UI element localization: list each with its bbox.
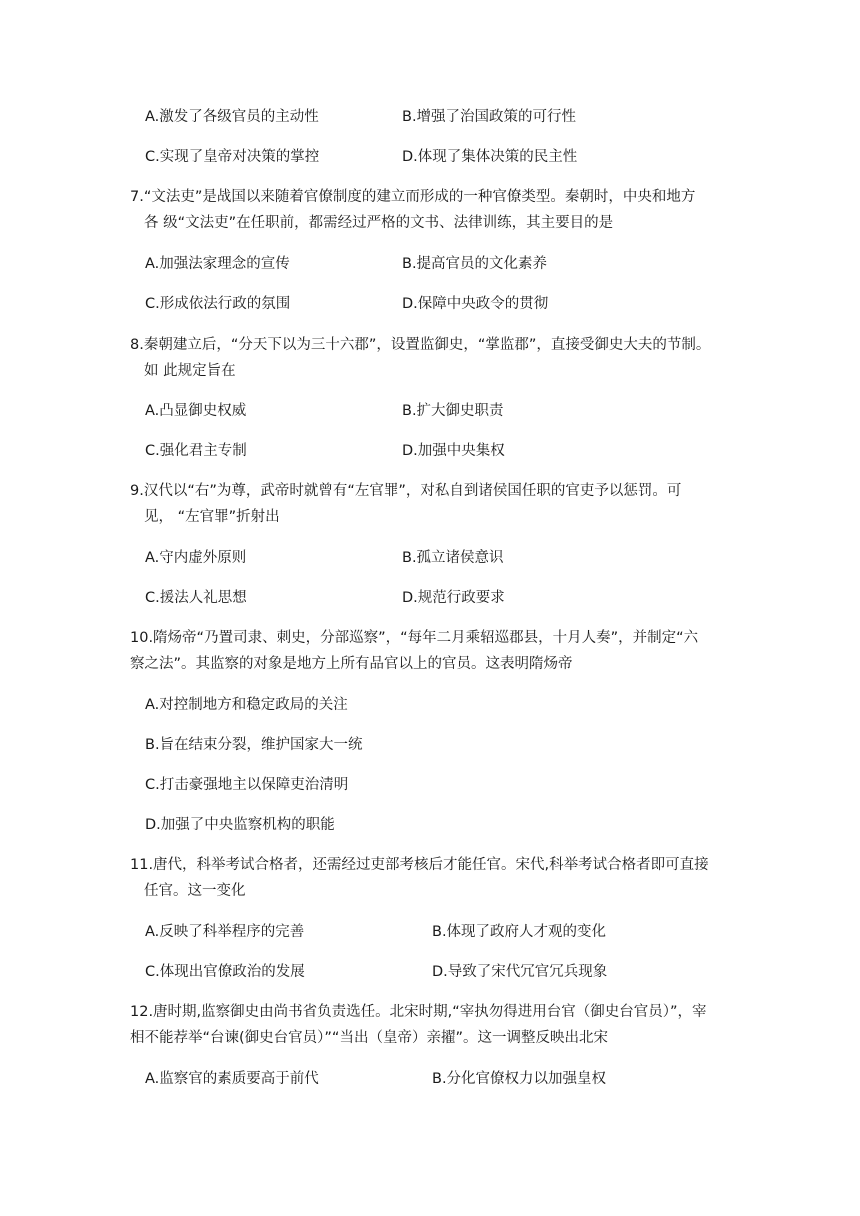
q7-option-a: A.加强法家理念的宣传 [145, 256, 290, 272]
q8-option-d: D.加强中央集权 [402, 443, 505, 459]
q7-option-d: D.保障中央政令的贯彻 [402, 296, 549, 312]
q6-option-a: A.激发了各级官员的主动性 [145, 109, 319, 125]
q11-stem [130, 852, 736, 904]
q9-option-b: B.孤立诸侯意识 [402, 550, 504, 566]
q12-stem [130, 999, 736, 1051]
q11-option-b: B.体现了政府人才观的变化 [432, 924, 607, 940]
q7-stem-line2: 各 级“文法吏”在任职前，都需经过严格的文书、法律训练，其主要目的是 [144, 215, 614, 231]
q9-stem-line2: 见， “左官罪”折射出 [144, 509, 280, 525]
q11-stem-line2: 任官。这一变化 [144, 883, 246, 899]
q10-stem [130, 625, 736, 677]
q8-option-a: A.凸显御史权威 [145, 403, 247, 419]
q10-option-a: A.对控制地方和稳定政局的关注 [145, 697, 348, 713]
q7-stem [130, 184, 736, 236]
q8-stem [130, 332, 736, 384]
q8-option-c: C.强化君主专制 [145, 443, 247, 459]
q7-stem-line1: 7.“文法吏”是战国以来随着官僚制度的建立而形成的一种官僚类型。秦朝时，中央和地方 [130, 189, 696, 205]
q11-stem-line1: 11.唐代，科举考试合格者，还需经过吏部考核后才能任官。宋代,科举考试合格者即可直接 [130, 857, 709, 873]
q7-option-c: C.形成依法行政的氛围 [145, 296, 291, 312]
q12-stem-line1: 12.唐时期,监察御史由尚书省负责选任。北宋时期,“宰执勿得进用台官（御史台官员）”，宰 [130, 1004, 707, 1020]
q9-option-d: D.规范行政要求 [402, 590, 505, 606]
q7-option-b: B.提高官员的文化素养 [402, 256, 548, 272]
q12-stem-line2: 相不能荐举“台谏(御史台官员）”“当出（皇帝）亲擢”。这一调整反映出北宋 [130, 1030, 608, 1046]
q6-option-c: C.实现了皇帝对决策的掌控 [145, 149, 320, 165]
q9-option-c: C.援法人礼思想 [145, 590, 247, 606]
q11-option-d: D.导致了宋代冗官冗兵现象 [432, 964, 608, 980]
q6-option-b: B.增强了治国政策的可行性 [402, 109, 577, 125]
q12-option-b: B.分化官僚权力以加强皇权 [432, 1071, 607, 1087]
q9-stem [130, 478, 736, 530]
q8-stem-line2: 如 此规定旨在 [144, 363, 236, 379]
q10-stem-line2: 察之法”。其监察的对象是地方上所有品官以上的官员。这表明隋炀帝 [130, 656, 573, 672]
q11-option-a: A.反映了科举程序的完善 [145, 924, 305, 940]
q10-option-c: C.打击豪强地主以保障吏治清明 [145, 777, 349, 793]
q8-option-b: B.扩大御史职责 [402, 403, 504, 419]
q10-option-b: B.旨在结束分裂，维护国家大一统 [145, 737, 363, 753]
q9-stem-line1: 9.汉代以“右”为尊，武帝时就曾有“左官罪”，对私自到诸侯国任职的官吏予以惩罚。可 [130, 483, 682, 499]
q9-option-a: A.守内虚外原则 [145, 550, 247, 566]
q10-option-d: D.加强了中央监察机构的职能 [145, 817, 335, 833]
q6-option-d: D.体现了集体决策的民主性 [402, 149, 578, 165]
q8-stem-line1: 8.秦朝建立后，“分天下以为三十六郡”，设置监御史，“掌监郡”，直接受御史大夫的节制。 [130, 337, 711, 353]
q11-option-c: C.体现出官僚政治的发展 [145, 964, 305, 980]
q10-stem-line1: 10.隋炀帝“乃置司隶、刺史，分部巡察”，“每年二月乘轺巡郡县，十月人奏”，并制定“六 [130, 630, 699, 646]
q12-option-a: A.监察官的素质要高于前代 [145, 1071, 319, 1087]
